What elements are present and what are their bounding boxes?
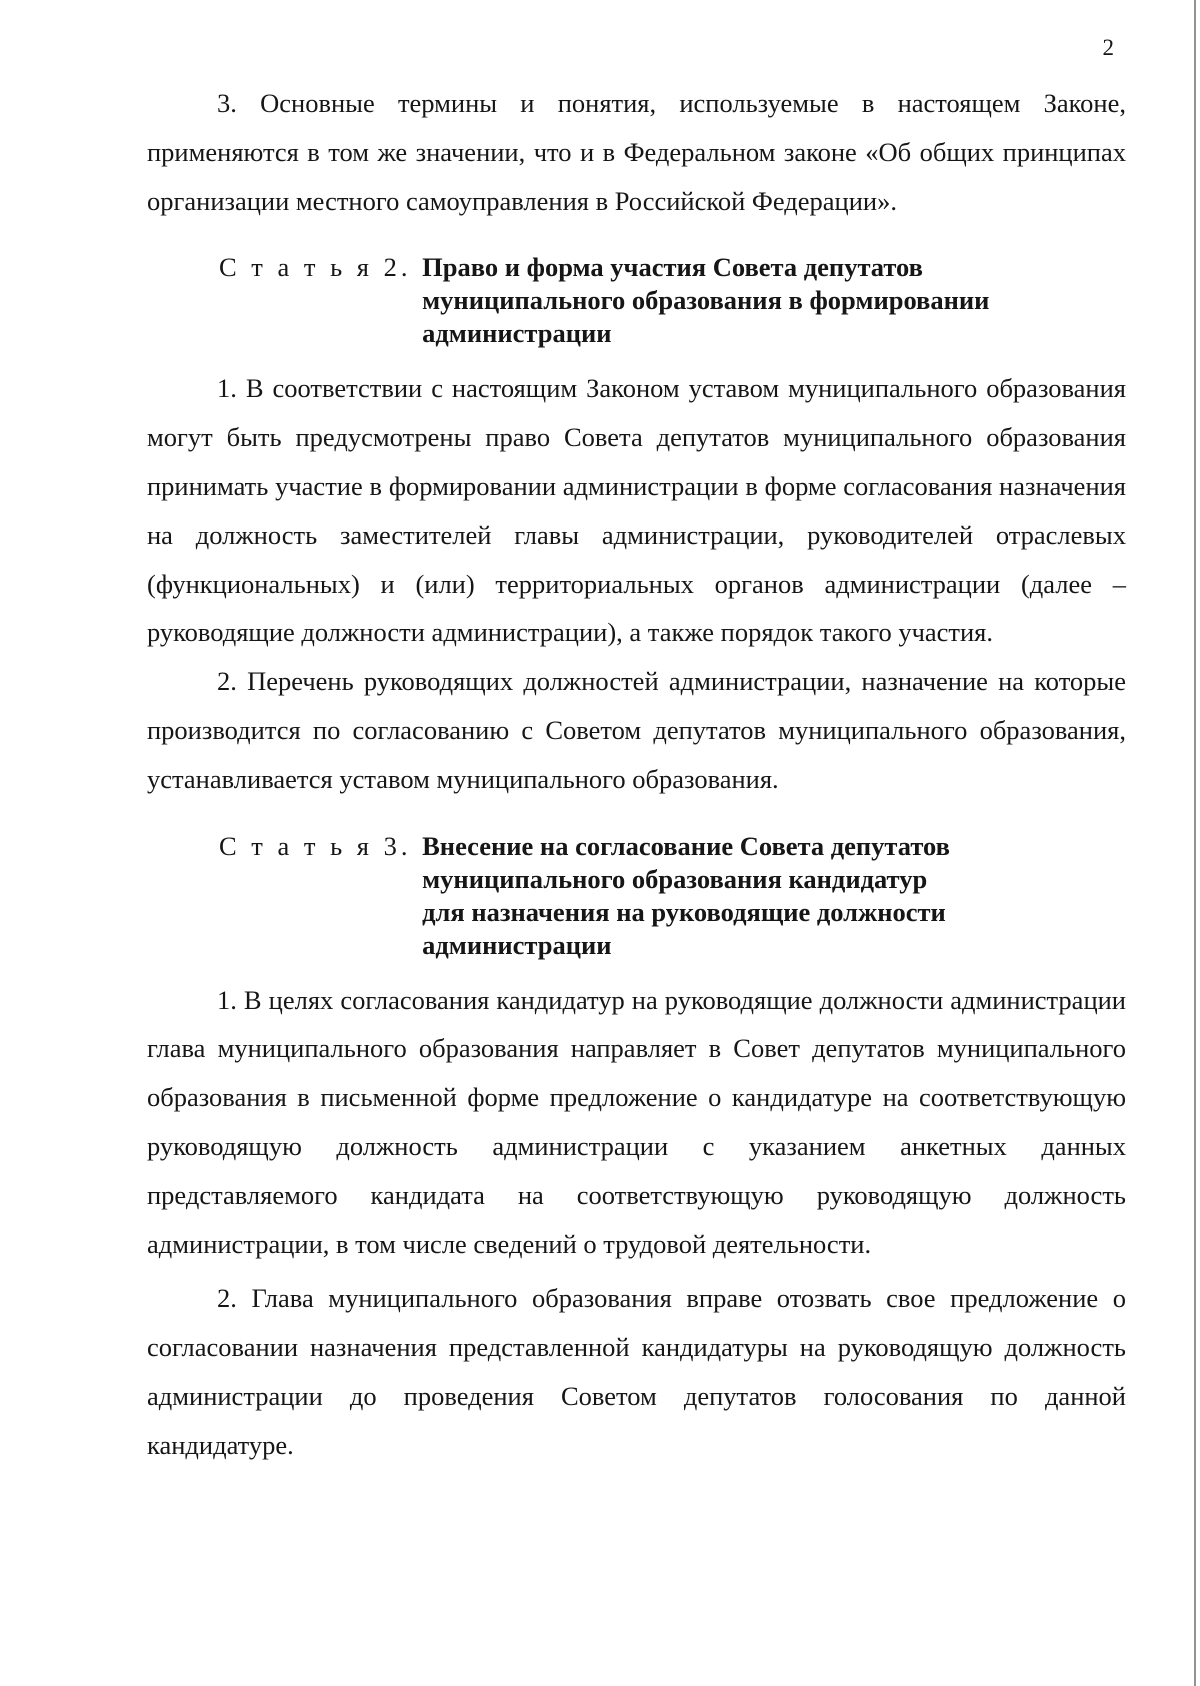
article-3-heading bbox=[147, 830, 1126, 962]
article-3-paragraph-1: 1. В целях согласования кандидатур на руководящие должности администрации глава муниципального образования направляет в Совет депутатов муниципального образования в письменной форме предложение о кандидатуре на соответствующую руководящую должность администрации с указанием анкетных данных представляемого кандидата на соответствующую руководящую должность администрации, в том числе сведений о трудовой деятельности. bbox=[147, 984, 1126, 1259]
article-3-paragraph-2: 2. Глава муниципального образования вправе отозвать свое предложение о согласовании назначения представленной кандидатуры на руководящую должность администрации до проведения Советом депутатов голосования по данной кандидатуре. bbox=[147, 1283, 1126, 1460]
article-3-title bbox=[422, 830, 1022, 962]
article-2-label: С т а т ь я 2. bbox=[219, 252, 423, 283]
article-3-title-line: муниципального образования кандидатур bbox=[422, 863, 928, 894]
article-2-paragraph-2: 2. Перечень руководящих должностей администрации, назначение на которые производится по согласованию с Советом депутатов муниципального образования, устанавливается уставом муниципального образования. bbox=[147, 666, 1126, 794]
article-3-title-line: Внесение на согласование Совета депутатов bbox=[422, 830, 950, 861]
article-2-title bbox=[422, 251, 1022, 350]
intro-paragraph: 3. Основные термины и понятия, используемые в настоящем Законе, применяются в том же значении, что и в Федеральном законе «Об общих принципах организации местного самоуправления в Российской Федерации». bbox=[147, 88, 1126, 216]
article-3-title-line: для назначения на руководящие должности bbox=[422, 896, 946, 927]
article-2-title-line: муниципального образования в формировании bbox=[422, 285, 990, 316]
article-2-title-line: Право и форма участия Совета депутатов bbox=[422, 252, 923, 283]
article-3-title-line: администрации bbox=[422, 929, 612, 960]
article-2-title-line: администрации bbox=[422, 318, 612, 349]
page-number: 2 bbox=[1102, 35, 1114, 60]
article-2-paragraph-1: 1. В соответствии с настоящим Законом уставом муниципального образования могут быть предусмотрены право Совета депутатов муниципального образования принимать участие в формировании администрации в форме согласования назначения на должность заместителей главы администрации, руководителей отраслевых (функциональных) и (или) территориальных органов администрации (далее – руководящие должности администрации), а также порядок такого участия. bbox=[147, 373, 1126, 648]
article-3-label: С т а т ь я 3. bbox=[219, 830, 423, 861]
scan-edge-line bbox=[1194, 0, 1196, 1686]
document-body bbox=[147, 79, 1126, 1470]
article-2-heading bbox=[147, 251, 1126, 350]
